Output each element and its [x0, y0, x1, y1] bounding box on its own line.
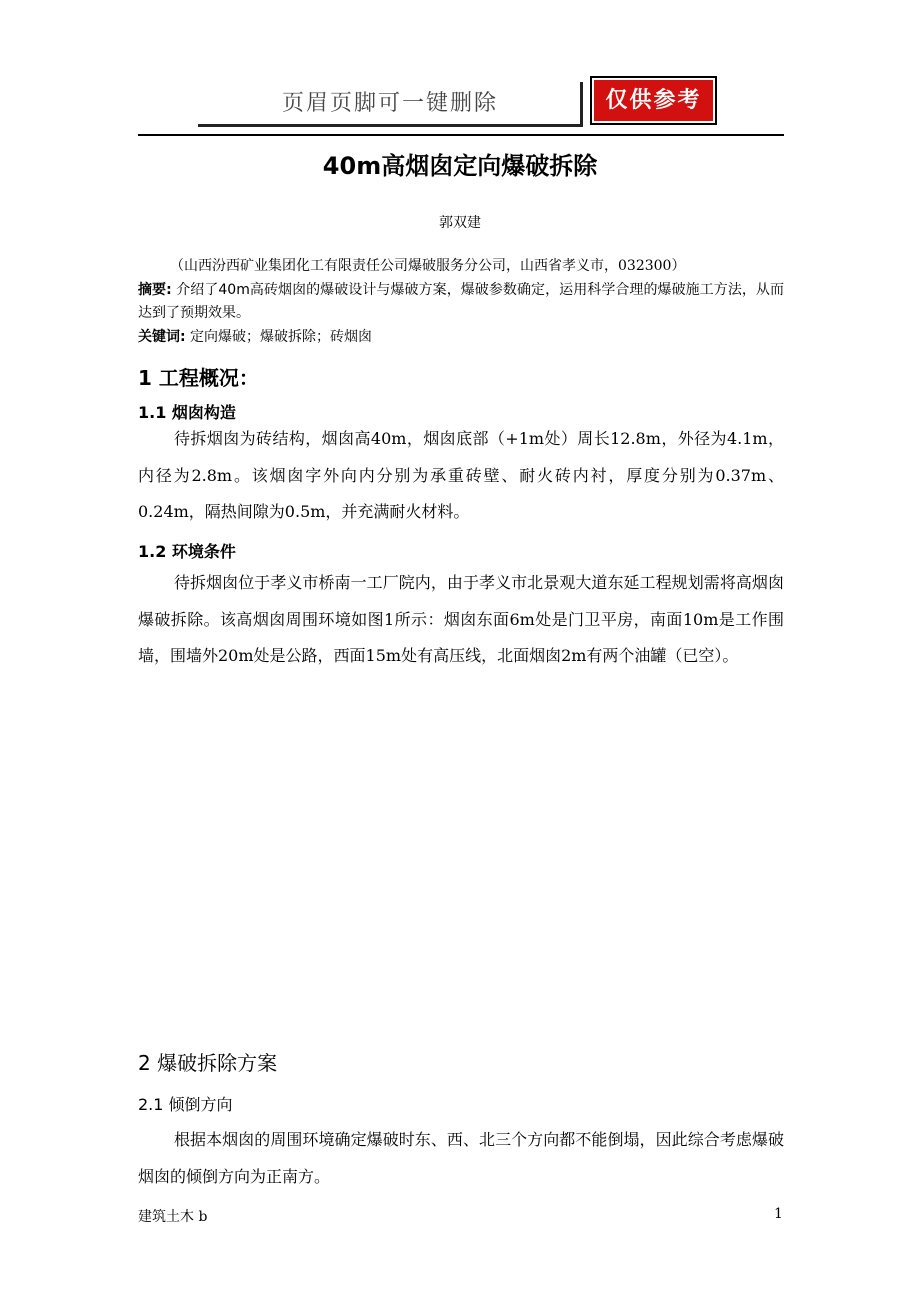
keywords-text: 定向爆破；爆破拆除；砖烟囱 — [185, 329, 373, 345]
document-title: 40m高烟囱定向爆破拆除 — [322, 152, 598, 180]
section-2-1-heading: 2.1 倾倒方向 — [138, 1095, 233, 1114]
section-1-heading: 1 工程概况： — [138, 366, 259, 390]
section-1-1-paragraph: 待拆烟囱为砖结构，烟囱高40m，烟囱底部（+1m处）周长12.8m，外径为4.1m，内径为2.8m。该烟囱字外向内分别为承重砖壁、耐火砖内衬，厚度分别为0.37m、0.24m，隔热间隙为0.5m，并充满耐火材料。 — [138, 429, 784, 521]
author-affiliation: （山西汾西矿业集团化工有限责任公司爆破服务分公司，山西省孝义市，032300） — [170, 258, 686, 274]
section-2-1-paragraph: 根据本烟囱的周围环境确定爆破时东、西、北三个方向都不能倒塌，因此综合考虑爆破烟囱的倾倒方向为正南方。 — [138, 1130, 784, 1186]
keywords-label: 关键词: — [138, 329, 186, 345]
abstract-text: 介绍了40m高砖烟囱的爆破设计与爆破方案，爆破参数确定，运用科学合理的爆破施工方法，从而达到了预期效果。 — [138, 282, 784, 321]
section-1-2-paragraph: 待拆烟囱位于孝义市桥南一工厂院内，由于孝义市北景观大道东延工程规划需将高烟囱爆破拆除。该高烟囱周围环境如图1所示：烟囱东面6m处是门卫平房，南面10m是工作围墙，围墙外20m处是公路，西面15m处有高压线，北面烟囱2m有两个油罐（已空）。 — [138, 573, 784, 665]
abstract-label: 摘要: — [138, 282, 172, 298]
section-1-1-heading: 1.1 烟囱构造 — [138, 403, 236, 422]
header-rule — [138, 134, 784, 136]
header-banner-title: 页眉页脚可一键删除 — [281, 91, 498, 116]
page-number: 1 — [774, 1206, 783, 1222]
abstract — [138, 279, 784, 325]
footer-text: 建筑土木 b — [138, 1209, 208, 1225]
reference-only-badge: 仅供参考 — [592, 78, 715, 123]
section-1-2-heading: 1.2 环境条件 — [138, 542, 236, 561]
keywords — [138, 326, 372, 346]
section-2-heading: 2 爆破拆除方案 — [138, 1051, 278, 1075]
author-name: 郭双建 — [439, 215, 481, 231]
